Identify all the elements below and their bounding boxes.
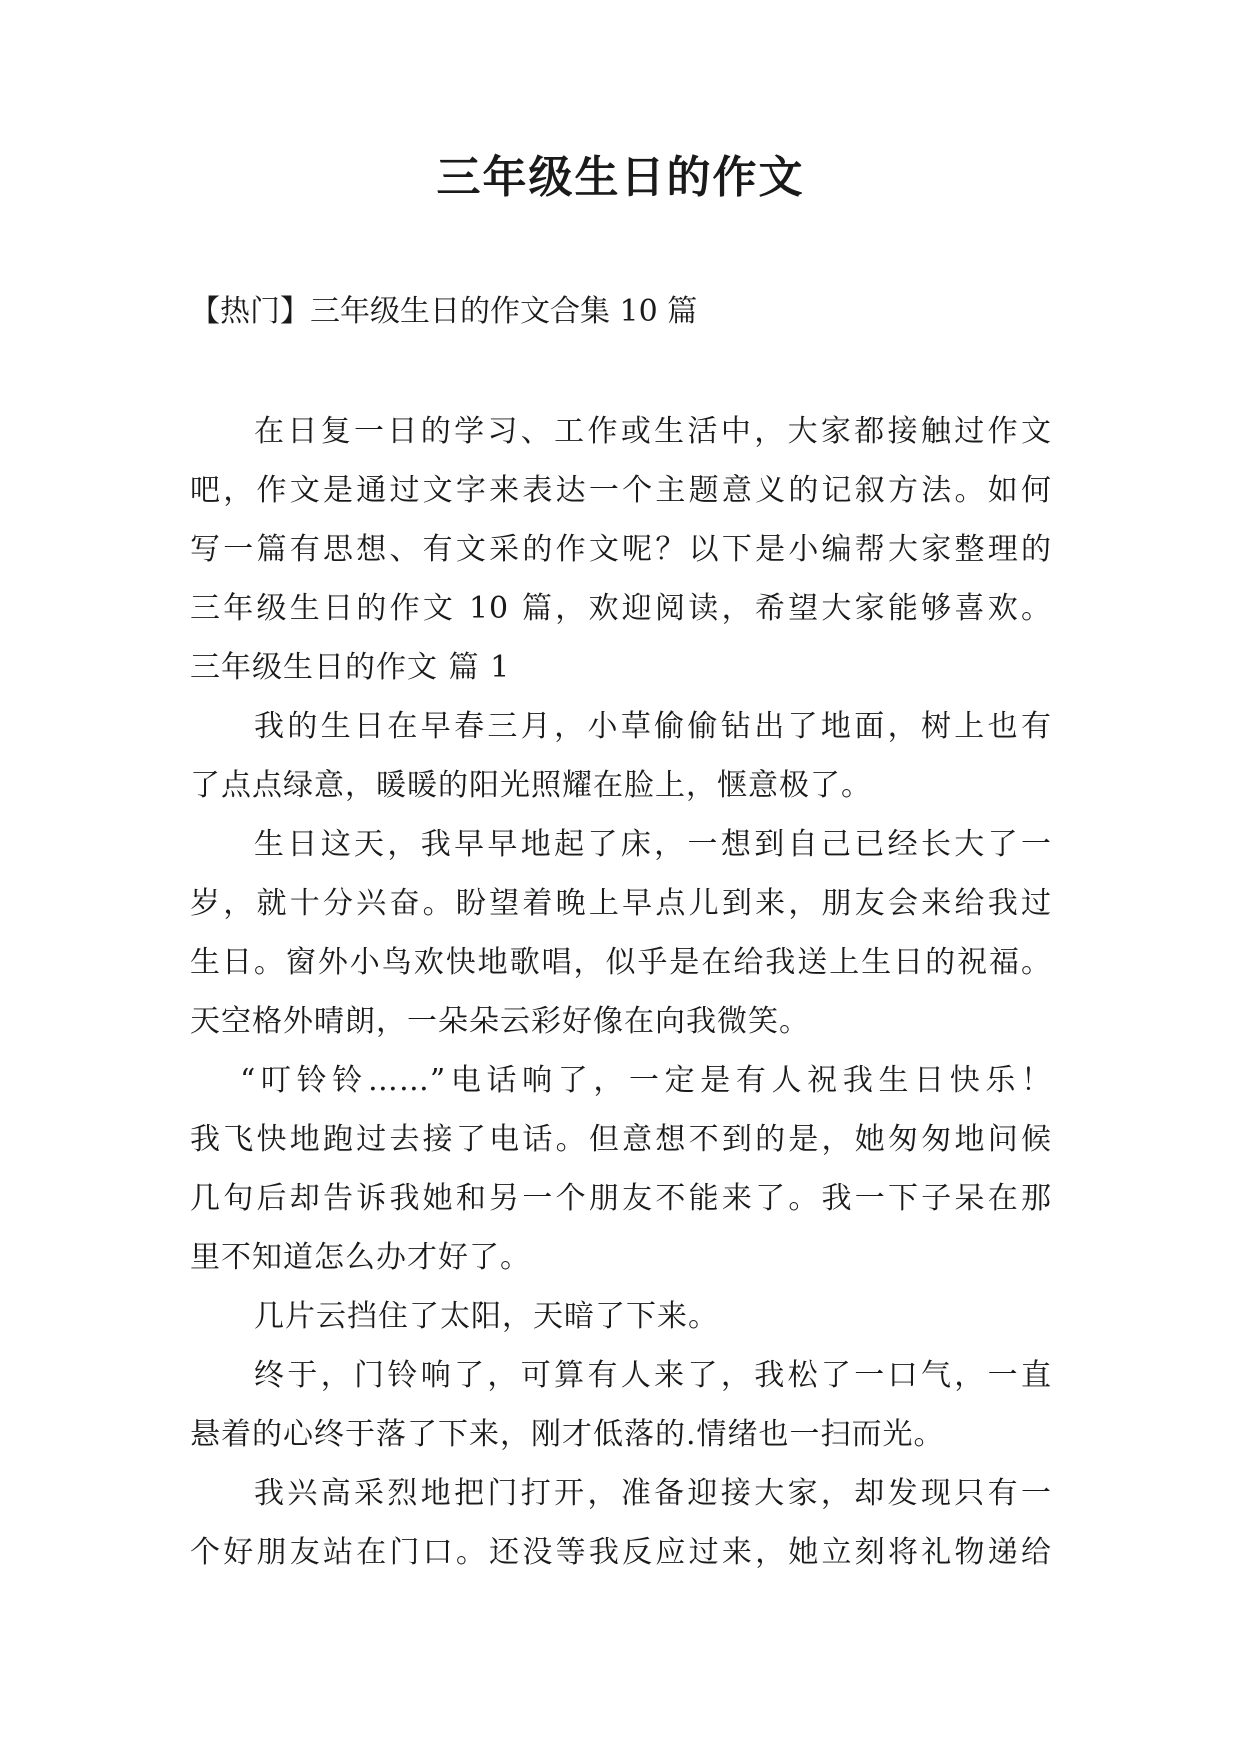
text-line: 在日复一日的学习、工作或生活中，大家都接触过作文 — [254, 414, 1052, 449]
text-line: 天空格外晴朗，一朵朵云彩好像在向我微笑。 — [190, 1004, 810, 1039]
text-line: 里不知道怎么办才好了。 — [190, 1240, 531, 1275]
text-line: 生日。窗外小鸟欢快地歌唱，似乎是在给我送上生日的祝福。 — [190, 945, 1052, 980]
text-line: 生日这天，我早早地起了床，一想到自己已经长大了一 — [254, 827, 1052, 862]
document-title: 三年级生日的作文 — [436, 152, 805, 203]
text-line: 几句后却告诉我她和另一个朋友不能来了。我一下子呆在那 — [190, 1181, 1052, 1216]
text-line: 我的生日在早春三月，小草偷偷钻出了地面，树上也有 — [254, 709, 1052, 744]
text-line: 几片云挡住了太阳，天暗了下来。 — [254, 1299, 719, 1334]
text-line: 我飞快地跑过去接了电话。但意想不到的是，她匆匆地问候 — [190, 1122, 1052, 1157]
text-line: 写一篇有思想、有文采的作文呢？以下是小编帮大家整理的 — [190, 532, 1052, 567]
text-line: 岁，就十分兴奋。盼望着晚上早点儿到来，朋友会来给我过 — [190, 886, 1052, 921]
text-line: 三年级生日的作文 10 篇，欢迎阅读，希望大家能够喜欢。 — [190, 591, 1052, 626]
text-line: 吧，作文是通过文字来表达一个主题意义的记叙方法。如何 — [190, 473, 1052, 508]
document-body — [190, 402, 1052, 1582]
text-line: 三年级生日的作文 篇 1 — [190, 650, 511, 685]
text-line: 悬着的心终于落了下来，刚才低落的.情绪也一扫而光。 — [190, 1417, 945, 1452]
text-line: “叮铃铃……”电话响了，一定是有人祝我生日快乐！ — [240, 1063, 1052, 1098]
text-line: 我兴高采烈地把门打开，准备迎接大家，却发现只有一 — [254, 1476, 1052, 1511]
document-subtitle: 【热门】三年级生日的作文合集 10 篇 — [190, 294, 698, 329]
text-line: 终于，门铃响了，可算有人来了，我松了一口气，一直 — [254, 1358, 1052, 1393]
text-line: 个好朋友站在门口。还没等我反应过来，她立刻将礼物递给 — [190, 1535, 1052, 1570]
text-line: 了点点绿意，暖暖的阳光照耀在脸上，惬意极了。 — [190, 768, 872, 803]
